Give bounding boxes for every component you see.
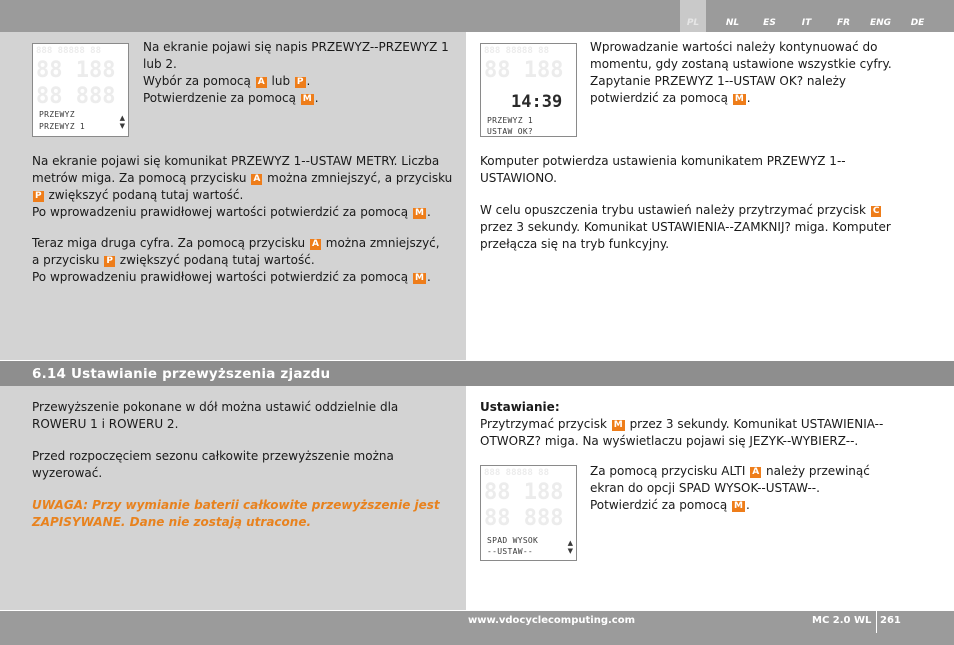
lang-tab-es[interactable]: ES [763,18,776,28]
setting-instructions: Ustawianie: Przytrzymać przycisk M przez 3 sekundy. Komunikat USTAWIENIA-- OTWORZ? miga. Na wyświetlaczu pojawi się JEZYK--WYBIERZ--. [480,399,945,450]
key-p-icon: P [106,256,113,266]
language-nav [680,0,936,32]
display-line-1: SPAD WYSOK [487,536,539,545]
device-display-spad-wysok: 888 88888 88 88 188 88 888 SPAD WYSOK --USTAW-- ▲ ▼ [480,465,577,561]
bottom-left-panel [0,386,466,610]
key-a-icon: A [253,174,261,184]
top-left-panel [0,32,466,360]
display-arrows-icon: ▲ ▼ [567,539,573,555]
key-c-icon: C [872,206,880,216]
key-a-icon: A [752,467,760,477]
lang-tab-pl[interactable]: PL [680,0,706,32]
display-line-2: USTAW OK? [487,127,534,136]
footer [0,610,954,645]
paragraph-second-digit: Teraz miga druga cyfra. Za pomocą przycisku A można zmniejszyć, a przycisku P zwiększyć podaną tutaj wartość. Po wprowadzeniu prawidłowej wartości potwierdzić za pomocą M . [32,236,440,284]
warning-note: UWAGA: Przy wymianie baterii całkowite przewyższenie jest ZAPISYWANE. Dane nie zostają utracone. [32,498,440,529]
page-number: 261 [880,615,901,626]
lang-tab-eng[interactable]: ENG [869,18,892,28]
lang-tab-it[interactable]: IT [801,18,812,28]
section-title: 6.14 Ustawianie przewyższenia zjazdu [32,366,331,382]
key-p-icon: P [35,191,42,201]
paragraph-confirm: Komputer potwierdza ustawienia komunikatem PRZEWYZ 1-- USTAWIONO. [480,154,846,185]
footer-divider [876,611,877,633]
lang-tab-de[interactable]: DE [910,18,925,28]
key-m-icon: M [734,501,743,511]
top-right-panel [466,32,954,360]
top-bar [0,0,954,32]
device-display-przewyz: 888 88888 88 88 188 88 888 PRZEWYZ PRZEWYZ 1 ▲ ▼ [32,43,129,137]
paragraph-reset: Przed rozpoczęciem sezonu całkowite przewyższenie można wyzerować. [32,449,394,480]
key-m-icon: M [613,420,623,430]
intro-text: Na ekranie pojawi się napis PRZEWYZ--PRZEWYZ 1 lub 2. Wybór za pomocą A lub P . Potwierdzenie za pomocą M . [143,40,449,105]
bottom-right-panel [466,386,954,610]
setting-heading: Ustawianie: [480,400,560,414]
display-arrows-icon: ▲ ▼ [119,114,125,130]
display-line-2: PRZEWYZ 1 [39,122,86,131]
paragraph-separate-bikes: Przewyższenie pokonane w dół można ustawić oddzielnie dla ROWERU 1 i ROWERU 2. [32,400,399,431]
intro-text: Wprowadzanie wartości należy kontynuować do momentu, gdy zostaną ustawione wszystkie cyfry. Zapytanie PRZEWYZ 1--USTAW OK? należy potwierdzić za pomocą M . [590,40,892,105]
footer-model: MC 2.0 WL [812,615,872,626]
key-m-icon: M [414,273,424,283]
display-line-1: PRZEWYZ [39,110,75,119]
key-p-icon: P [296,77,304,87]
footer-url[interactable]: www.vdocyclecomputing.com [468,615,636,626]
lang-tab-nl[interactable]: NL [725,18,740,28]
display-line-2: --USTAW-- [487,547,534,556]
device-display-ustaw-ok: 888 88888 88 88 188 14:39 PRZEWYZ 1 USTAW OK? [480,43,577,137]
display-digits: 14:39 [511,92,563,112]
key-m-icon: M [734,94,744,104]
lang-tab-fr[interactable]: FR [836,18,851,28]
key-a-icon: A [257,77,265,87]
section-header [0,360,954,386]
display-line-1: PRZEWYZ 1 [487,116,534,125]
key-m-icon: M [414,208,424,218]
key-m-icon: M [302,94,312,104]
key-a-icon: A [311,239,319,249]
paragraph-set-meters: Na ekranie pojawi się komunikat PRZEWYZ 1--USTAW METRY. Liczba metrów miga. Za pomocą przycisku A można zmniejszyć, a przycisku P zwiększyć podaną tutaj wartość. Po wprowadzeniu prawidłowej wartości potwierdzić za pomocą M . [32,154,453,219]
paragraph-alti: Za pomocą przycisku ALTI A należy przewinąć ekran do opcji SPAD WYSOK--USTAW--. Potwierdzić za pomocą M . [590,464,870,512]
paragraph-exit: W celu opuszczenia trybu ustawień należy przytrzymać przycisk C przez 3 sekundy. Komunikat USTAWIENIA--ZAMKNIJ? miga. Komputer przełącza się na tryb funkcyjny. [480,203,891,251]
